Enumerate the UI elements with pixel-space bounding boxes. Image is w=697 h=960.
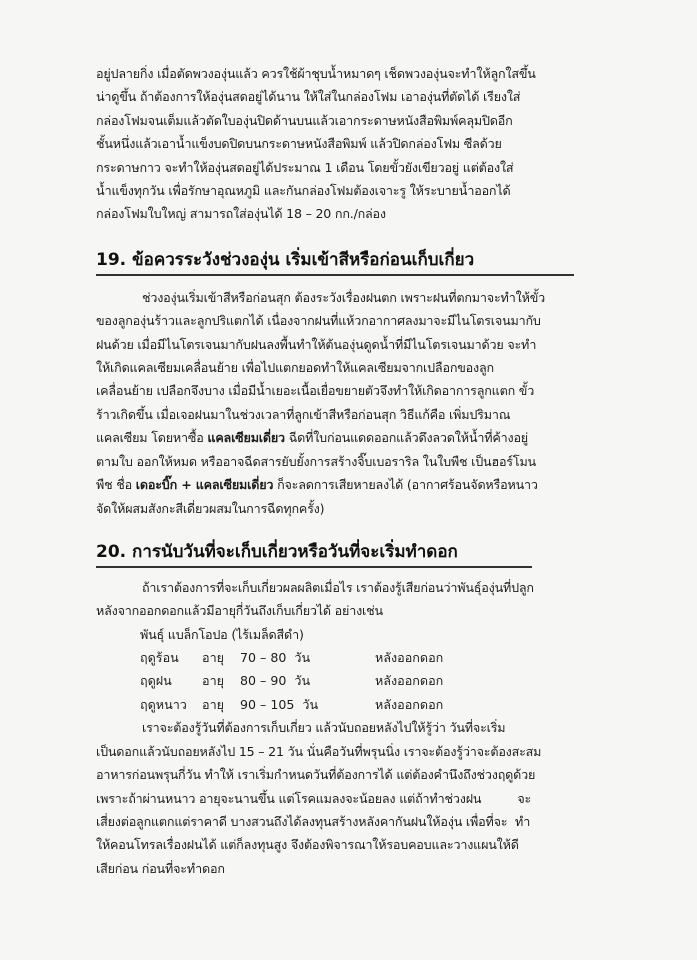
- text-line: ให้เกิดแคลเซียมเคลื่อนย้าย เพื่อไปแตกยอดทำให้แคลเซียมจากเปลือกของลูก: [96, 360, 494, 376]
- range-cell: [240, 646, 335, 669]
- range-value: 70 – 80: [240, 649, 287, 665]
- section-20-heading: [96, 540, 661, 564]
- table-row: [140, 670, 555, 693]
- text-line: น่าดูขึ้น ถ้าต้องการให้องุ่นสดอยู่ได้นาน ให้ใส่ในกล่องโฟม เอาองุ่นที่ตัดได้ เรียงใส่: [96, 89, 521, 105]
- variety-line: พันธุ์ แบล็กโอปอ (ไร้เมล็ดสีดำ): [140, 626, 304, 642]
- after-cell: หลังออกดอก: [375, 696, 444, 712]
- text-line: [96, 426, 661, 449]
- table-row: [140, 693, 555, 716]
- section-20-heading-text: 20. การนับวันที่จะเก็บเกี่ยวหรือวันที่จะเริ่มทำดอก: [96, 541, 458, 562]
- range-cell: [240, 670, 335, 693]
- text-line: ช่วงองุ่นเริ่มเข้าสีหรือก่อนสุก ต้องระวังเรื่องฝนตก เพราะฝนที่ตกมาจะทำให้ขั้ว: [142, 289, 546, 305]
- text-line: ฝนด้วย เมื่อมีไนโตรเจนมากับฝนลงพื้นทำให้ต้นองุ่นดูดน้ำที่มีไนโตรเจนมาด้วย จะทำ: [96, 336, 537, 352]
- range-cell: [240, 693, 335, 716]
- range-value: 80 – 90: [240, 673, 287, 689]
- text-line: กระดาษกาว จะทำให้องุ่นสดอยู่ได้ประมาณ 1 เดือน โดยขั้วยังเขียวอยู่ แต่ต้องใส่: [96, 159, 514, 175]
- season-cell: ฤดูร้อน: [140, 649, 179, 665]
- text-run: จะ: [517, 790, 532, 806]
- text-line: ร้าวเกิดขึ้น เมื่อเจอฝนมาในช่วงเวลาที่ลูกเข้าสีหรือก่อนสุก วิธีแก้คือ เพิ่มปริมาณ: [96, 406, 511, 422]
- text-run: พืช ชื่อ: [96, 477, 136, 493]
- product-name-calcium: แคลเซียมเดี่ยว: [207, 430, 285, 446]
- age-cell: อายุ: [202, 696, 225, 712]
- paragraph-section-20: [96, 576, 661, 646]
- text-line: น้ำแข็งทุกวัน เพื่อรักษาอุณหภูมิ และกันกล่องโฟมต้องเจาะรู ให้ระบายน้ำออกได้: [96, 183, 511, 199]
- season-cell: ฤดูฝน: [140, 673, 172, 689]
- text-run: เสี่ยงต่อลูกแตกแต่ราคาดี บางสวนถึงได้ลงทุนสร้างหลังคากันฝนให้องุ่น เพื่อที่จะ: [96, 813, 508, 829]
- text-line: ตามใบ ออกให้หมด หรืออาจฉีดสารยับยั้งการสร้างจิ๊บเบอราริล ในใบพืช เป็นฮอร์โมน: [96, 453, 536, 469]
- text-line: หลังจากออกดอกแล้วมีอายุกี่วันถึงเก็บเกี่ยวได้ อย่างเช่น: [96, 603, 383, 619]
- text-run: แคลเซียม โดยหาซื้อ: [96, 430, 208, 446]
- table-row: [140, 646, 555, 669]
- harvest-age-table: [140, 646, 555, 716]
- text-line: ของลูกองุ่นร้าวและลูกปริแตกได้ เนื่องจากฝนที่แห้วกอากาศลงมาจะมีไนโตรเจนมากับ: [96, 313, 541, 329]
- paragraph-section-19: [96, 286, 661, 520]
- text-line: ให้คอนโทรลเรื่องฝนได้ แต่ก็ลงทุนสูง จึงต้องพิจารณาให้รอบคอบและวางแผนให้ดี: [96, 837, 519, 853]
- heading-underline: [96, 274, 574, 276]
- text-line: กล่องโฟมใบใหญ่ สามารถใส่องุ่นได้ 18 – 20 กก./กล่อง: [96, 206, 386, 222]
- text-run: ฉีดที่ใบก่อนแดดออกแล้วดึงลวดให้น้ำที่ค้างอยู่: [284, 430, 528, 446]
- text-line: ถ้าเราต้องการที่จะเก็บเกี่ยวผลผลิตเมื่อไร เราต้องรู้เสียก่อนว่าพันธุ์องุ่นที่ปลูก: [142, 579, 534, 595]
- range-value: 90 – 105: [240, 696, 295, 712]
- text-line: เคลื่อนย้าย เปลือกจึงบาง เมื่อมีน้ำเยอะเนื้อเยื่อขยายตัวจึงทำให้เกิดอาการลูกแตก ขั้ว: [96, 383, 535, 399]
- after-cell: หลังออกดอก: [375, 673, 444, 689]
- season-cell: ฤดูหนาว: [140, 696, 187, 712]
- text-run: ก็จะลดการเสียหายลงได้ (อากาศร้อนจัดหรือหนาว: [273, 477, 538, 493]
- section-19-heading-text: 19. ข้อควรระวังช่วงองุ่น เริ่มเข้าสีหรือก่อนเก็บเกี่ยว: [96, 249, 475, 270]
- section-19-heading: [96, 248, 661, 272]
- text-line: [96, 787, 661, 810]
- text-line: เราจะต้องรู้วันที่ต้องการเก็บเกี่ยว แล้วนับถอยหลังไปให้รู้ว่า วันที่จะเริ่ม: [142, 720, 506, 736]
- paragraph-storage: [96, 62, 661, 226]
- unit-value: วัน: [302, 696, 319, 712]
- paragraph-section-20-closing: [96, 716, 661, 880]
- heading-underline: [96, 566, 532, 568]
- text-line: เสียก่อน ก่อนที่จะทำดอก: [96, 860, 225, 876]
- unit-value: วัน: [294, 649, 311, 665]
- text-line: [96, 810, 661, 833]
- text-line: [96, 473, 661, 496]
- age-cell: อายุ: [202, 649, 225, 665]
- age-cell: อายุ: [202, 673, 225, 689]
- text-line: กล่องโฟมจนเต็มแล้วตัดใบองุ่นปิดด้านบนแล้วเอากระดาษหนังสือพิมพ์คลุมปิดอีก: [96, 112, 513, 128]
- text-run: เพราะถ้าผ่านหนาว อายุจะนานขึ้น แต่โรคแมลงจะน้อยลง แต่ถ้าทำช่วงฝน: [96, 790, 482, 806]
- text-run: ทำ: [514, 813, 531, 829]
- unit-value: วัน: [294, 673, 311, 689]
- product-name-thebig: เดอะบิ๊ก + แคลเซียมเดี่ยว: [135, 477, 274, 493]
- text-line: จัดให้ผสมสังกะสีเดี่ยวผสมในการฉีดทุกครั้ง): [96, 500, 325, 516]
- text-line: เป็นดอกแล้วนับถอยหลังไป 15 – 21 วัน นั่นคือวันที่พรุนนิ่ง เราจะต้องรู้ว่าจะต้องสะสม: [96, 743, 542, 759]
- after-cell: หลังออกดอก: [375, 649, 444, 665]
- text-line: อาหารก่อนพรุนกี่วัน ทำให้ เราเริ่มกำหนดวันที่ต้องการได้ แต่ต้องคำนึงถึงช่วงฤดูด้วย: [96, 767, 536, 783]
- text-line: อยู่ปลายกิ่ง เมื่อตัดพวงองุ่นแล้ว ควรใช้ผ้าชุบน้ำหมาดๆ เช็ดพวงองุ่นจะทำให้ลูกใสขึ้น: [96, 66, 536, 81]
- text-line: ชั้นหนึ่งแล้วเอาน้ำแข็งบดปิดบนกระดาษหนังสือพิมพ์ แล้วปิดกล่องโฟม ซีลด้วย: [96, 136, 502, 152]
